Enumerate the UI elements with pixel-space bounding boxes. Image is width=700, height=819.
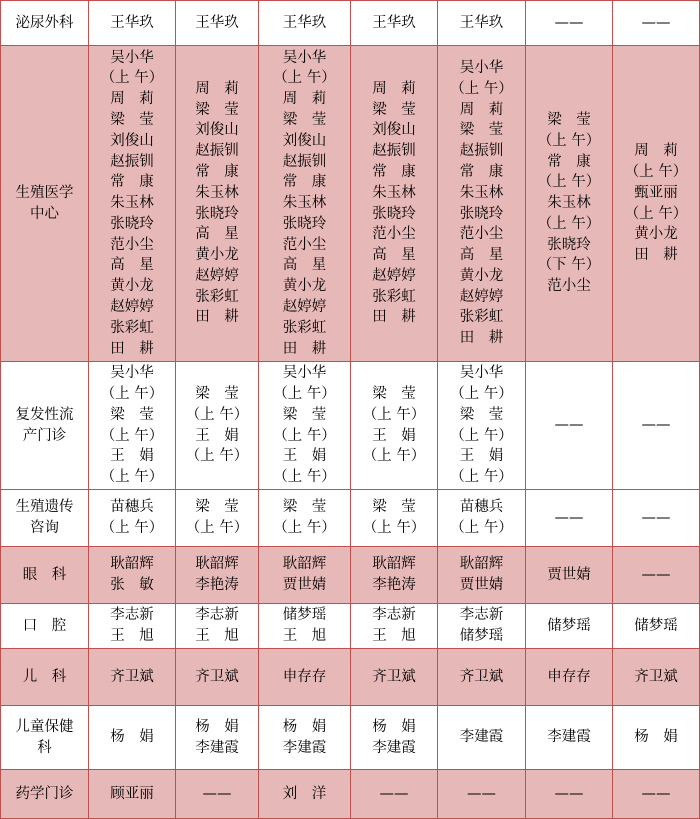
doctor-entry: 黄小龙 <box>110 278 154 295</box>
doctor-entry: 赵婷婷 <box>459 288 504 305</box>
schedule-row-reproductive-medicine <box>1 46 700 362</box>
doctor-entry: 田 耕 <box>459 330 504 347</box>
doctor-entry: （上 午） <box>450 385 513 402</box>
doctor-entry: 吴小华 <box>110 49 154 66</box>
department-label: 科 <box>37 739 52 756</box>
doctor-entry: 周 莉 <box>110 91 154 108</box>
doctor-entry: 周 莉 <box>372 80 416 97</box>
schedule-cell <box>613 362 700 490</box>
doctor-entry: 黄小龙 <box>282 278 327 295</box>
doctor-entry: 耿韶辉 <box>372 556 416 573</box>
doctor-entry: 王 娟 <box>195 427 239 444</box>
schedule-cell <box>259 706 351 770</box>
schedule-cell <box>89 362 176 490</box>
schedule-cell <box>438 1 526 46</box>
doctor-entry: 刘俊山 <box>110 132 154 149</box>
doctor-entry: （上 午） <box>537 132 601 149</box>
doctor-entry: 梁 莹 <box>282 406 327 423</box>
doctor-entry: 王 娟 <box>372 427 416 444</box>
doctor-entry: 李建霞 <box>372 739 416 756</box>
doctor-entry: 范小尘 <box>372 226 416 243</box>
schedule-cell <box>89 1 176 46</box>
doctor-entry: 王 娟 <box>459 448 504 465</box>
doctor-entry: 朱玉林 <box>110 195 154 212</box>
doctor-entry: 黄小龙 <box>634 226 678 243</box>
doctor-entry: 王 旭 <box>195 628 239 644</box>
schedule-cell <box>176 649 259 706</box>
doctor-entry: 梁 莹 <box>372 101 416 118</box>
doctor-entry: 吴小华 <box>110 365 154 382</box>
doctor-entry: 顾亚丽 <box>110 785 154 802</box>
schedule-cell <box>89 490 176 547</box>
department-label: 咨询 <box>30 520 59 536</box>
doctor-entry: 赵振钏 <box>110 153 154 170</box>
doctor-entry: （上 午） <box>450 469 513 486</box>
doctor-entry: 张彩虹 <box>195 288 239 305</box>
doctor-entry: —— <box>641 509 671 526</box>
doctor-entry: 朱玉林 <box>195 184 239 201</box>
doctor-entry: 贾世婧 <box>547 566 591 583</box>
doctor-entry: （上 午） <box>100 385 164 402</box>
schedule-cell <box>176 770 259 819</box>
department-label: 生殖遗传 <box>15 499 74 516</box>
doctor-entry: 朱玉林 <box>547 195 591 212</box>
doctor-entry: 梁 莹 <box>110 406 154 423</box>
schedule-cell <box>438 362 526 490</box>
schedule-cell <box>438 604 526 649</box>
doctor-entry: —— <box>554 509 584 526</box>
doctor-entry: —— <box>554 417 584 434</box>
doctor-entry: —— <box>554 14 584 31</box>
schedule-cell <box>438 649 526 706</box>
department-cell <box>1 706 89 770</box>
doctor-entry: 王 娟 <box>110 448 154 465</box>
doctor-entry: 齐卫斌 <box>372 668 416 685</box>
doctor-entry: 杨 娟 <box>110 729 154 746</box>
doctor-entry: —— <box>467 785 496 802</box>
doctor-entry: 田 耕 <box>110 340 154 357</box>
doctor-entry: —— <box>379 785 409 802</box>
doctor-entry: 申存存 <box>282 668 327 685</box>
doctor-entry: 齐卫斌 <box>195 668 239 685</box>
doctor-entry: 梁 莹 <box>282 111 327 128</box>
schedule-cell <box>613 46 700 362</box>
department-cell <box>1 46 89 362</box>
doctor-entry: 朱玉林 <box>459 184 504 201</box>
doctor-entry: 高 星 <box>459 247 504 264</box>
schedule-cell <box>351 649 438 706</box>
schedule-cell <box>438 46 526 362</box>
doctor-entry: —— <box>641 566 671 583</box>
doctor-entry: 梁 莹 <box>372 499 416 516</box>
doctor-entry: 刘 洋 <box>282 785 327 802</box>
doctor-entry: 储梦瑶 <box>459 628 504 644</box>
doctor-entry: 吴小华 <box>282 365 327 382</box>
schedule-cell <box>526 649 613 706</box>
doctor-entry: （上 午） <box>100 70 164 87</box>
doctor-entry: 高 星 <box>195 226 239 243</box>
doctor-entry: 齐卫斌 <box>459 668 504 685</box>
doctor-entry: 梁 莹 <box>459 406 504 423</box>
doctor-entry: 张晓玲 <box>547 236 591 253</box>
doctor-entry: 王华玖 <box>459 14 504 31</box>
department-cell <box>1 362 89 490</box>
doctor-entry: 梁 莹 <box>110 111 154 128</box>
schedule-cell <box>176 547 259 604</box>
doctor-entry: 李志新 <box>195 607 239 624</box>
doctor-entry: （下 午） <box>537 257 601 274</box>
doctor-entry: —— <box>641 417 671 434</box>
schedule-cell <box>438 547 526 604</box>
doctor-entry: 储梦瑶 <box>282 607 327 624</box>
schedule-cell <box>176 362 259 490</box>
doctor-entry: 张彩虹 <box>372 288 416 305</box>
doctor-entry: （上 午） <box>273 469 336 486</box>
doctor-entry: 张晓玲 <box>195 205 239 222</box>
schedule-row-stomatology <box>1 604 700 649</box>
doctor-entry: 赵婷婷 <box>195 267 239 284</box>
doctor-entry: 耿韶辉 <box>110 556 154 573</box>
doctor-entry: 高 星 <box>372 247 416 264</box>
schedule-cell <box>613 706 700 770</box>
doctor-entry: 范小尘 <box>459 226 504 243</box>
department-cell <box>1 649 89 706</box>
doctor-entry: 梁 莹 <box>372 385 416 402</box>
schedule-cell <box>176 490 259 547</box>
schedule-cell <box>526 547 613 604</box>
department-cell <box>1 604 89 649</box>
doctor-entry: 贾世婧 <box>282 577 327 593</box>
schedule-body <box>1 1 700 819</box>
schedule-cell <box>613 649 700 706</box>
doctor-entry: 赵振钏 <box>459 143 504 160</box>
doctor-entry: 赵振钏 <box>282 153 327 170</box>
doctor-entry: 申存存 <box>547 668 591 685</box>
schedule-cell <box>89 604 176 649</box>
schedule-cell <box>259 46 351 362</box>
doctor-entry: 王 旭 <box>110 628 154 644</box>
doctor-entry: 刘俊山 <box>282 132 327 149</box>
doctor-entry: 梁 莹 <box>459 122 504 139</box>
schedule-cell <box>526 706 613 770</box>
doctor-entry: 高 星 <box>282 257 327 274</box>
doctor-entry: —— <box>641 14 671 31</box>
department-label: 泌尿外科 <box>15 14 74 31</box>
doctor-entry: 田 耕 <box>634 247 678 264</box>
schedule-cell <box>351 490 438 547</box>
doctor-entry: （上 午） <box>273 70 336 87</box>
doctor-entry: 赵婷婷 <box>282 299 327 316</box>
doctor-entry: 耿韶辉 <box>282 556 327 573</box>
doctor-entry: 常 康 <box>195 163 239 180</box>
schedule-cell <box>526 770 613 819</box>
schedule-cell <box>89 770 176 819</box>
schedule-cell <box>259 649 351 706</box>
department-label: 口 腔 <box>22 617 67 634</box>
doctor-entry: 王华玖 <box>282 14 327 31</box>
doctor-entry: 甄亚丽 <box>634 184 678 201</box>
doctor-entry: 杨 娟 <box>372 718 416 735</box>
doctor-entry: （上 午） <box>185 448 249 465</box>
doctor-entry: 刘俊山 <box>372 122 416 139</box>
schedule-cell <box>89 547 176 604</box>
doctor-entry: 赵振钏 <box>195 143 239 160</box>
doctor-entry: 周 莉 <box>282 91 327 108</box>
doctor-entry: 范小尘 <box>110 236 154 253</box>
doctor-entry: 田 耕 <box>195 309 239 326</box>
doctor-entry: —— <box>554 785 584 802</box>
schedule-cell <box>351 547 438 604</box>
schedule-cell <box>438 770 526 819</box>
doctor-entry: 范小尘 <box>282 236 327 253</box>
doctor-entry: 李建霞 <box>282 739 327 756</box>
doctor-entry: （上 午） <box>450 427 513 444</box>
schedule-cell <box>438 490 526 547</box>
doctor-entry: 张晓玲 <box>372 205 416 222</box>
doctor-entry: 苗穗兵 <box>459 499 504 516</box>
doctor-entry: 张 敏 <box>110 577 154 593</box>
doctor-entry: 朱玉林 <box>372 184 416 201</box>
doctor-entry: 李艳涛 <box>372 577 416 593</box>
doctor-entry: 梁 莹 <box>282 499 327 516</box>
doctor-entry: 田 耕 <box>282 340 327 357</box>
doctor-entry: 王华玖 <box>195 14 239 31</box>
doctor-entry: 张晓玲 <box>459 205 504 222</box>
doctor-entry: 梁 莹 <box>547 111 591 128</box>
doctor-entry: 王 旭 <box>372 628 416 644</box>
schedule-cell <box>89 649 176 706</box>
schedule-cell <box>526 46 613 362</box>
schedule-row-recurrent-miscarriage <box>1 362 700 490</box>
doctor-entry: 刘俊山 <box>195 122 239 139</box>
doctor-entry: 常 康 <box>372 163 416 180</box>
doctor-entry: 吴小华 <box>459 59 504 76</box>
schedule-cell <box>351 1 438 46</box>
doctor-entry: 李建霞 <box>547 729 591 746</box>
doctor-entry: —— <box>202 785 232 802</box>
schedule-cell <box>438 706 526 770</box>
doctor-entry: 张晓玲 <box>282 215 327 232</box>
doctor-entry: 储梦瑶 <box>634 617 678 634</box>
doctor-entry: —— <box>641 785 671 802</box>
doctor-entry: 耿韶辉 <box>459 556 504 573</box>
doctor-entry: 张彩虹 <box>282 319 327 336</box>
doctor-entry: 张彩虹 <box>110 319 154 336</box>
doctor-entry: 朱玉林 <box>282 195 327 212</box>
department-cell <box>1 1 89 46</box>
schedule-cell <box>351 604 438 649</box>
doctor-entry: （上 午） <box>185 520 249 536</box>
doctor-entry: 杨 娟 <box>195 718 239 735</box>
doctor-entry: 常 康 <box>547 153 591 170</box>
department-cell <box>1 490 89 547</box>
doctor-entry: 赵婷婷 <box>110 299 154 316</box>
doctor-entry: 储梦瑶 <box>547 617 591 634</box>
doctor-entry: 苗穗兵 <box>110 499 154 516</box>
schedule-row-pediatrics <box>1 649 700 706</box>
schedule-cell <box>351 362 438 490</box>
doctor-entry: （上 午） <box>100 520 164 536</box>
schedule-row-pharmacy-clinic <box>1 770 700 819</box>
doctor-entry: （上 午） <box>624 163 688 180</box>
department-label: 儿 科 <box>22 668 67 685</box>
doctor-entry: 贾世婧 <box>459 577 504 593</box>
schedule-row-ophthalmology <box>1 547 700 604</box>
department-cell <box>1 770 89 819</box>
department-label: 药学门诊 <box>15 785 74 802</box>
doctor-entry: 齐卫斌 <box>110 668 154 685</box>
schedule-row-reproductive-genetics <box>1 490 700 547</box>
department-cell <box>1 547 89 604</box>
doctor-entry: 王华玖 <box>372 14 416 31</box>
doctor-entry: 吴小华 <box>459 365 504 382</box>
schedule-row-child-healthcare <box>1 706 700 770</box>
doctor-entry: 齐卫斌 <box>634 668 678 685</box>
doctor-entry: 王 娟 <box>282 448 327 465</box>
doctor-entry: 杨 娟 <box>282 718 327 735</box>
schedule-cell <box>526 604 613 649</box>
doctor-entry: 王 旭 <box>282 628 327 644</box>
schedule-cell <box>351 46 438 362</box>
doctor-entry: 张彩虹 <box>459 309 504 326</box>
doctor-entry: （上 午） <box>362 520 426 536</box>
doctor-entry: （上 午） <box>185 406 249 423</box>
schedule-cell <box>526 362 613 490</box>
schedule-cell <box>176 604 259 649</box>
schedule-cell <box>526 1 613 46</box>
doctor-entry: （上 午） <box>100 427 164 444</box>
doctor-entry: 范小尘 <box>547 278 591 295</box>
schedule-cell <box>526 490 613 547</box>
doctor-entry: （上 午） <box>624 205 688 222</box>
doctor-entry: 赵婷婷 <box>372 267 416 284</box>
doctor-entry: 李建霞 <box>459 729 504 746</box>
schedule-cell <box>613 547 700 604</box>
schedule-cell <box>259 362 351 490</box>
doctor-entry: （上 午） <box>273 385 336 402</box>
doctor-entry: （上 午） <box>362 448 426 465</box>
doctor-entry: （上 午） <box>537 215 601 232</box>
schedule-cell <box>176 1 259 46</box>
schedule-cell <box>259 770 351 819</box>
doctor-entry: 高 星 <box>110 257 154 274</box>
doctor-entry: 黄小龙 <box>459 267 504 284</box>
doctor-entry: （上 午） <box>273 520 336 536</box>
department-label: 生殖医学 <box>15 184 74 201</box>
doctor-entry: 李艳涛 <box>195 577 239 593</box>
doctor-entry: 李志新 <box>110 607 154 624</box>
doctor-entry: 梁 莹 <box>195 385 239 402</box>
doctor-entry: （上 午） <box>273 427 336 444</box>
schedule-cell <box>259 490 351 547</box>
doctor-entry: 李建霞 <box>195 739 239 756</box>
schedule-cell <box>259 1 351 46</box>
doctor-entry: （上 午） <box>362 406 426 423</box>
doctor-entry: 梁 莹 <box>195 499 239 516</box>
doctor-entry: 耿韶辉 <box>195 556 239 573</box>
doctor-entry: （上 午） <box>450 520 513 536</box>
schedule-cell <box>351 770 438 819</box>
doctor-entry: 王华玖 <box>110 14 154 31</box>
department-label: 中心 <box>30 205 59 222</box>
doctor-entry: 田 耕 <box>372 309 416 326</box>
schedule-cell <box>613 1 700 46</box>
schedule-cell <box>613 604 700 649</box>
schedule-cell <box>176 46 259 362</box>
doctor-entry: 梁 莹 <box>195 101 239 118</box>
schedule-cell <box>613 770 700 819</box>
doctor-entry: 张晓玲 <box>110 215 154 232</box>
schedule-row-urology <box>1 1 700 46</box>
doctor-entry: 常 康 <box>459 163 504 180</box>
schedule-cell <box>89 706 176 770</box>
schedule-cell <box>613 490 700 547</box>
doctor-entry: （上 午） <box>100 469 164 486</box>
doctor-entry: 常 康 <box>110 174 154 191</box>
doctor-entry: 周 莉 <box>459 101 504 118</box>
doctor-entry: 黄小龙 <box>195 247 239 264</box>
schedule-cell <box>89 46 176 362</box>
doctor-entry: 杨 娟 <box>634 729 678 746</box>
schedule-cell <box>259 547 351 604</box>
doctor-entry: 常 康 <box>282 174 327 191</box>
department-label: 儿童保健 <box>15 718 74 735</box>
doctor-entry: （上 午） <box>450 80 513 97</box>
schedule-cell <box>176 706 259 770</box>
department-label: 眼 科 <box>22 566 67 583</box>
doctor-entry: 李志新 <box>459 607 504 624</box>
doctor-entry: 赵振钏 <box>372 143 416 160</box>
doctor-entry: 李志新 <box>372 607 416 624</box>
doctor-entry: 周 莉 <box>195 80 239 97</box>
schedule-cell <box>351 706 438 770</box>
doctor-entry: 周 莉 <box>634 143 678 160</box>
doctor-entry: （上 午） <box>537 174 601 191</box>
doctor-entry: 吴小华 <box>282 49 327 66</box>
schedule-cell <box>259 604 351 649</box>
department-label: 复发性流 <box>15 406 74 423</box>
department-label: 产门诊 <box>22 427 67 444</box>
